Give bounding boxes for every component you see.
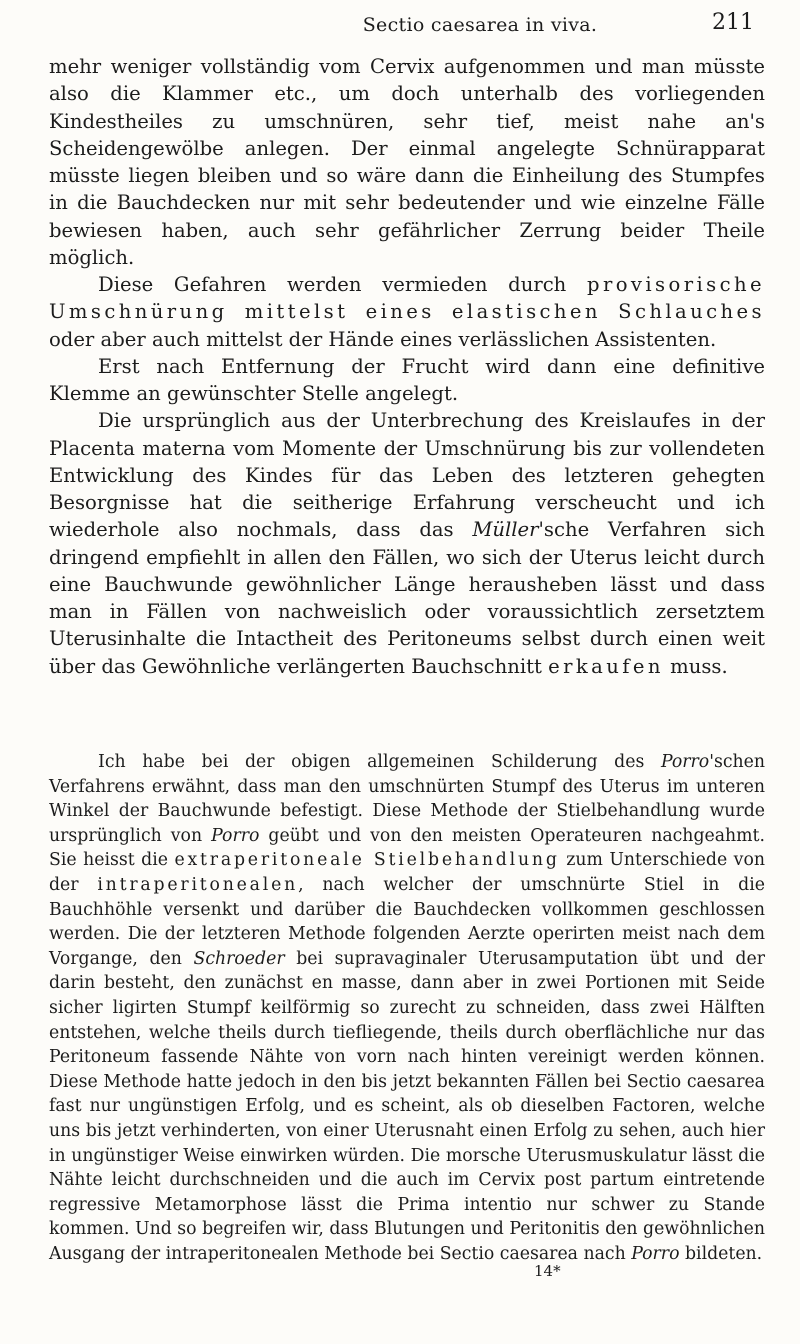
paragraph-2-text-a: Diese Gefahren werden vermieden durch [98,273,588,296]
paragraph-2-text-b: oder aber auch mittelst der Hände eines verlässlichen Assistenten. [49,327,717,351]
paragraph-5-text-f: bei supravaginaler Uterusamputation übt und der darin besteht, den zunächst en masse, dann aber in zwei Portionen mit Seide sicher ligirten Stumpf keilförmig so zurecht zu schneiden, dass zwei Hälften entstehen, welche theils durch tiefliegende, theils durch oberflächliche nur das Peritoneum fassende Nähte von vorn nach hinten vereinigt werden können. Diese Methode hatte jedoch in den bis jetzt bekannten Fällen bei Sectio caesarea fast nur ungünstigen Erfolg, und es scheint, als ob dieselben Factoren, welche uns bis jetzt verhinderten, von einer Uterusnaht einen Erfolg zu sehen, auch hier in ungünstiger Weise einwirken würden. Die morsche Uterusmuskulatur lässt die Nähte leicht durchschneiden und die auch im Cervix post partum eintretende regressive Metamorphose lässt die Prima intentio nur schwer zu Stande kommen. Und so begreifen wir, dass Blutungen und Peritonitis den gewöhnlichen Ausgang der intraperitonealen Methode bei Sectio caesarea nach [49,948,765,1264]
paragraph-4-text-a: Die ursprünglich aus der Unterbrechung des Kreislaufes in der Placenta materna vom Momente der Umschnürung bis zur vollendeten Entwicklung des Kindes für das Leben des letzteren gehegten Besorgnisse hat die seitherige Erfahrung verscheucht und ich wiederhole also nochmals, dass das [49,409,765,542]
emphasis-provisorische-umschnuerung: provisorische Umschnürung mittelst eines elastischen Schlauches [49,273,765,324]
paragraph-3: Erst nach Entfernung der Frucht wird dann eine definitive Klemme an gewünschter Stelle angelegt. [49,354,765,405]
main-text-small [49,750,765,1266]
author-name-porro-1: Porro [660,752,710,772]
paragraph-4-text-c: muss. [663,654,728,678]
paragraph-5 [49,750,765,1266]
paragraph-5-text-a: Ich habe bei der obigen allgemeinen Schilderung des [98,752,661,772]
paragraph-5-text-g: bildeten. [679,1243,763,1264]
paragraph-5-text-b: 'schen Verfahrens erwähnt, dass man den umschnürten Stumpf des Uterus im unteren Winkel der Bauchwunde befestigt. Diese Methode der Stielbehandlung wurde ursprünglich von [49,752,765,846]
page-number: 211 [712,10,754,35]
emphasis-intraperitonealen: intraperitonealen [97,874,299,895]
paragraph-4 [49,407,765,680]
paragraph-4-text-b: 'sche Verfahren sich dringend empfiehlt in allen den Fällen, wo sich der Uterus leicht durch eine Bauchwunde gewöhnlicher Länge herausheben lässt und dass man in Fällen von nachweislich oder voraussichtlich zersetztem Uterusinhalte die Intactheit des Peritoneums selbst durch einen weit über das Gewöhnliche verlängerten Bauchschnitt [49,518,765,678]
paragraph-5-text-d: zum Unterschiede von der [49,850,765,895]
paragraph-5-text-c: geübt und von den meisten Operateuren nachgeahmt. Sie heisst die [49,825,765,871]
running-title: Sectio caesarea in viva. [362,14,598,36]
emphasis-extraperitoneale: extraperitoneale Stielbehandlung [174,850,560,871]
author-name-porro-3: Porro [631,1243,680,1264]
signature-mark: 14* [534,1262,561,1280]
author-name-porro-2: Porro [211,825,260,846]
paragraph-2 [49,271,765,353]
paragraph-5-text-e: , nach welcher der umschnürte Stiel in die Bauchhöhle versenkt und darüber die Bauchdecken vollkommen geschlossen werden. Die der letzteren Methode folgenden Aerzte operirten meist nach dem Vorgange, den [49,874,765,969]
main-text-large [49,53,765,680]
author-name-mueller: Müller [472,518,539,542]
author-name-schroeder: Schroeder [193,948,285,969]
paragraph-1: mehr weniger vollständig vom Cervix aufgenommen und man müsste also die Klammer etc., um doch unterhalb des vorliegenden Kindestheiles zu umschnüren, sehr tief, meist nahe an's Scheidengewölbe anlegen. Der einmal angelegte Schnürapparat müsste liegen bleiben und so wäre dann die Einheilung des Stumpfes in die Bauchdecken nur mit sehr bedeutender und wie einzelne Fälle bewiesen haben, auch sehr gefährlicher Zerrung beider Theile möglich. [49,55,765,269]
emphasis-erkaufen: erkaufen [548,654,664,678]
